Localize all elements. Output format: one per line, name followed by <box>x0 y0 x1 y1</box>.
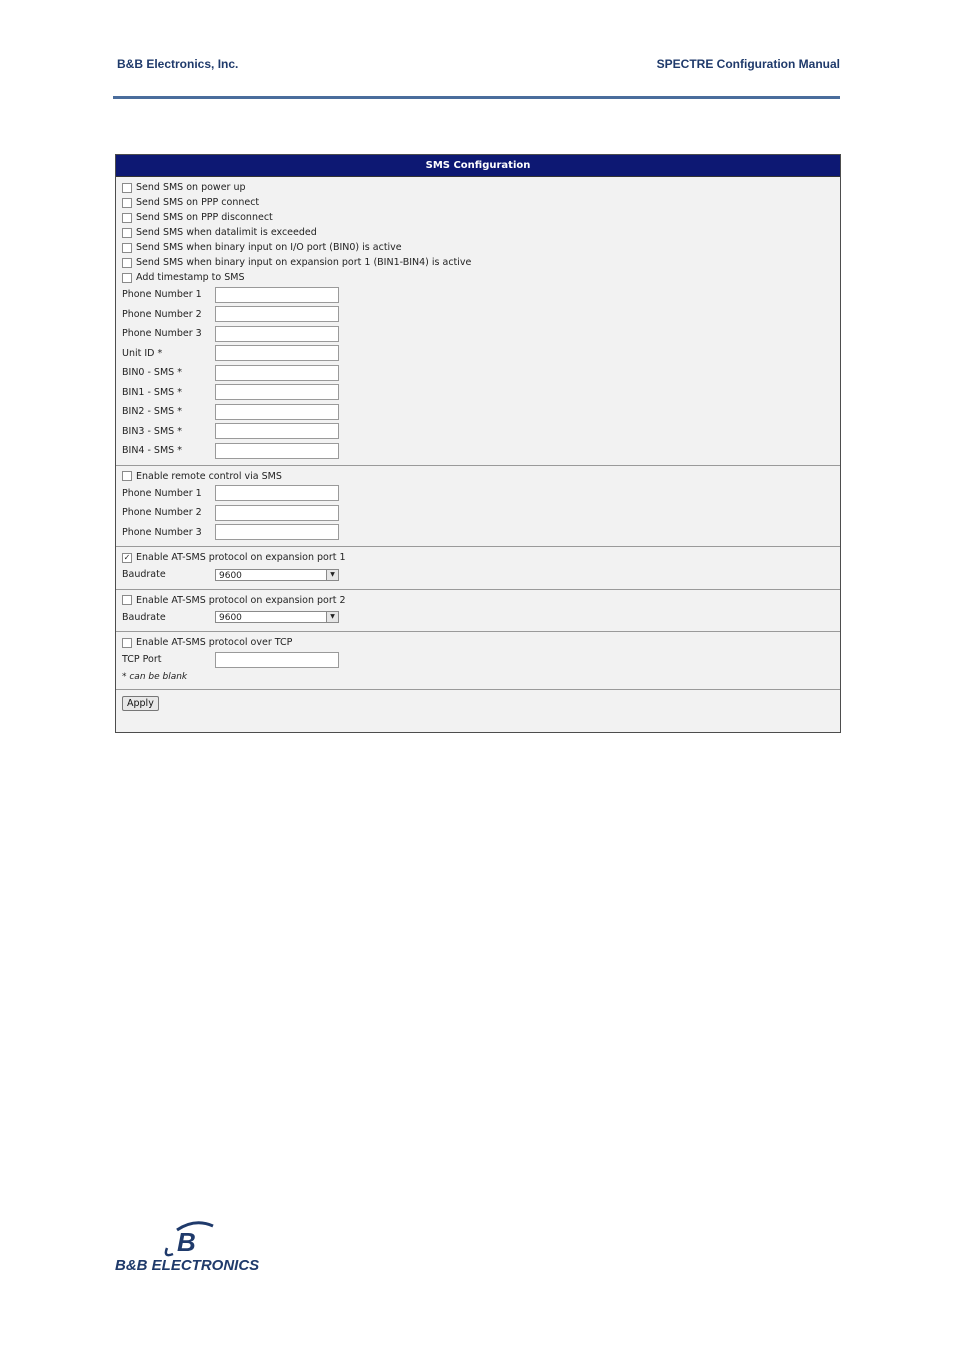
section-apply <box>116 690 840 715</box>
field-row <box>122 363 840 383</box>
checkbox-row[interactable] <box>122 469 840 484</box>
logo-letter: B <box>177 1227 196 1257</box>
checkbox-label: Send SMS when binary input on expansion port 1 (BIN1-BIN4) is active <box>136 257 472 268</box>
checkbox-label: Send SMS on PPP disconnect <box>136 212 273 223</box>
bin0-sms-input[interactable] <box>215 365 339 381</box>
field-label: BIN2 - SMS * <box>122 406 182 418</box>
checkbox[interactable] <box>122 638 132 648</box>
section-expansion-port-2 <box>116 590 840 633</box>
checkbox-row[interactable] <box>122 255 840 270</box>
unit-id-input[interactable] <box>215 345 339 361</box>
field-label: TCP Port <box>122 654 162 666</box>
remote-phone-number-3-input[interactable] <box>215 524 339 540</box>
remote-phone-number-1-input[interactable] <box>215 485 339 501</box>
phone-number-2-input[interactable] <box>215 306 339 322</box>
bb-electronics-logo <box>115 1218 315 1274</box>
checkbox-row[interactable] <box>122 635 840 650</box>
checkbox-row[interactable] <box>122 593 840 608</box>
logo-wordmark: B&B ELECTRONICS <box>115 1257 260 1274</box>
select-value: 9600 <box>219 570 242 581</box>
checkbox[interactable] <box>122 243 132 253</box>
checkbox[interactable] <box>122 198 132 208</box>
checkbox-label: Enable AT-SMS protocol on expansion port 1 <box>136 552 346 563</box>
baudrate-select-port-2[interactable] <box>215 611 339 623</box>
sms-configuration-panel <box>115 154 841 733</box>
field-row <box>122 324 840 344</box>
field-label: Baudrate <box>122 569 166 581</box>
field-row <box>122 422 840 442</box>
checkbox-label: Send SMS on PPP connect <box>136 197 260 208</box>
checkbox-label: Send SMS on power up <box>136 182 246 193</box>
checkbox-checked[interactable]: ✓ <box>123 552 131 562</box>
bin2-sms-input[interactable] <box>215 404 339 420</box>
field-label: Phone Number 2 <box>122 507 202 519</box>
field-label: BIN3 - SMS * <box>122 425 182 437</box>
section-remote-control <box>116 466 840 548</box>
field-row <box>122 441 840 461</box>
field-row <box>122 305 840 325</box>
baudrate-select-port-1[interactable] <box>215 569 339 581</box>
bin1-sms-input[interactable] <box>215 384 339 400</box>
field-label: Phone Number 3 <box>122 328 202 340</box>
tcp-port-input[interactable] <box>215 652 339 668</box>
checkbox-row[interactable] <box>122 550 840 565</box>
select-value: 9600 <box>219 613 242 624</box>
phone-number-1-input[interactable] <box>215 287 339 303</box>
checkbox-row[interactable] <box>122 225 840 240</box>
field-label: Baudrate <box>122 611 166 623</box>
header-manual-title: SPECTRE Configuration Manual <box>656 57 840 71</box>
checkbox-row[interactable] <box>122 195 840 210</box>
field-row <box>122 650 840 670</box>
section-sms-events <box>116 177 840 466</box>
field-row <box>122 608 840 628</box>
field-label: Phone Number 1 <box>122 487 202 499</box>
field-label: Unit ID * <box>122 347 163 359</box>
field-row <box>122 503 840 523</box>
field-row <box>122 383 840 403</box>
checkbox-row[interactable] <box>122 210 840 225</box>
checkbox[interactable] <box>122 595 132 605</box>
checkbox-label: Send SMS when datalimit is exceeded <box>136 227 317 238</box>
logo-graphic <box>115 1218 315 1274</box>
bin3-sms-input[interactable] <box>215 423 339 439</box>
chevron-down-icon[interactable]: ▼ <box>326 570 338 580</box>
field-row <box>122 402 840 422</box>
panel-title: SMS Configuration <box>116 155 840 177</box>
field-row <box>122 565 840 585</box>
header-company: B&B Electronics, Inc. <box>117 57 239 71</box>
field-row <box>122 484 840 504</box>
checkbox-label: Send SMS when binary input on I/O port (BIN0) is active <box>136 242 402 253</box>
checkbox[interactable] <box>122 258 132 268</box>
bin4-sms-input[interactable] <box>215 443 339 459</box>
checkbox-label: Add timestamp to SMS <box>136 272 245 283</box>
checkbox[interactable] <box>122 183 132 193</box>
field-row <box>122 344 840 364</box>
phone-number-3-input[interactable] <box>215 326 339 342</box>
header-rule <box>113 96 840 99</box>
section-tcp <box>116 632 840 690</box>
field-label: BIN0 - SMS * <box>122 367 182 379</box>
field-row <box>122 523 840 543</box>
checkbox[interactable] <box>122 228 132 238</box>
field-label: Phone Number 3 <box>122 526 202 538</box>
field-label: Phone Number 2 <box>122 308 202 320</box>
checkbox[interactable] <box>122 471 132 481</box>
checkbox[interactable] <box>122 273 132 283</box>
field-label: BIN4 - SMS * <box>122 445 182 457</box>
field-label: Phone Number 1 <box>122 289 202 301</box>
checkbox-row[interactable] <box>122 240 840 255</box>
field-row <box>122 285 840 305</box>
checkbox[interactable] <box>122 213 132 223</box>
checkbox-row[interactable] <box>122 270 840 285</box>
checkbox-label: Enable AT-SMS protocol over TCP <box>136 637 293 648</box>
checkbox-label: Enable AT-SMS protocol on expansion port 2 <box>136 594 346 606</box>
checkbox-label: Enable remote control via SMS <box>136 470 282 482</box>
section-expansion-port-1 <box>116 547 840 590</box>
checkbox-row[interactable] <box>122 180 840 195</box>
chevron-down-icon[interactable]: ▼ <box>326 612 338 622</box>
blank-note: * can be blank <box>122 671 188 682</box>
field-label: BIN1 - SMS * <box>122 386 182 398</box>
remote-phone-number-2-input[interactable] <box>215 505 339 521</box>
apply-button[interactable]: Apply <box>122 696 159 711</box>
